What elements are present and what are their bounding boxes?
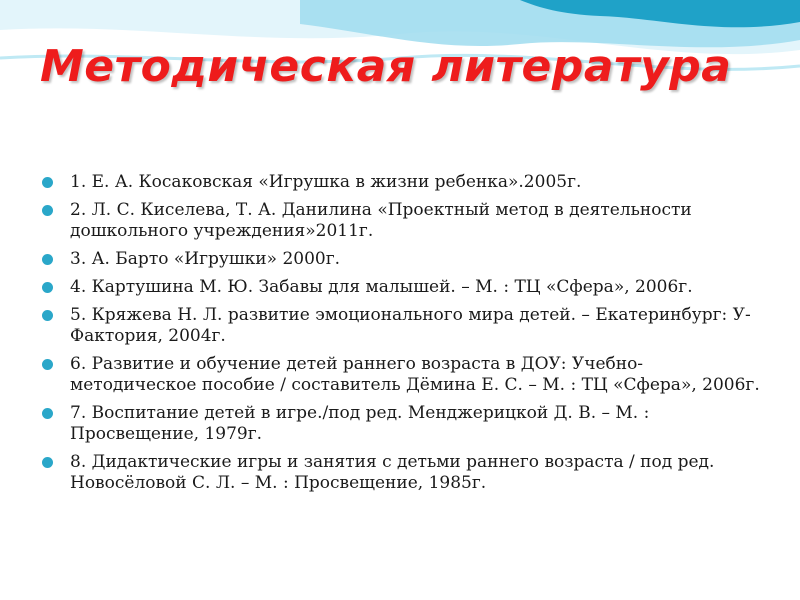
list-item-text: 5. Кряжева Н. Л. развитие эмоционального мира детей. – Екатеринбург: У-Фактория, 2004г.	[70, 305, 751, 346]
list-item	[42, 354, 762, 396]
bullet-icon	[42, 457, 53, 468]
list-item-text: 3. А. Барто «Игрушки» 2000г.	[70, 249, 341, 269]
bibliography-list	[42, 172, 762, 501]
list-item	[42, 249, 762, 270]
list-item-text: 2. Л. С. Киселева, Т. А. Данилина «Проектный метод в деятельности дошкольного учреждения»2011г.	[70, 200, 692, 241]
bullet-icon	[42, 282, 53, 293]
list-item	[42, 403, 762, 445]
list-item-text: 7. Воспитание детей в игре./под ред. Менджерицкой Д. В. – М. : Просвещение, 1979г.	[70, 403, 650, 444]
list-item-text: 8. Дидактические игры и занятия с детьми раннего возраста / под ред. Новосёловой С. Л. – М. : Просвещение, 1985г.	[70, 452, 715, 493]
list-item	[42, 277, 762, 298]
bullet-icon	[42, 177, 53, 188]
slide-title: Методическая литература	[40, 41, 732, 92]
list-item	[42, 305, 762, 347]
bullet-icon	[42, 254, 53, 265]
list-item-text: 4. Картушина М. Ю. Забавы для малышей. – М. : ТЦ «Сфера», 2006г.	[70, 277, 693, 297]
bullet-icon	[42, 205, 53, 216]
list-item	[42, 200, 762, 242]
bullet-icon	[42, 408, 53, 419]
bullet-icon	[42, 310, 53, 321]
list-item-text: 1. Е. А. Косаковская «Игрушка в жизни ребенка».2005г.	[70, 172, 582, 192]
list-item-text: 6. Развитие и обучение детей раннего возраста в ДОУ: Учебно-методическое пособие / составитель Дёмина Е. С. – М. : ТЦ «Сфера», 2006г.	[70, 354, 760, 395]
bullet-icon	[42, 359, 53, 370]
list-item	[42, 172, 762, 193]
list-item	[42, 452, 762, 494]
